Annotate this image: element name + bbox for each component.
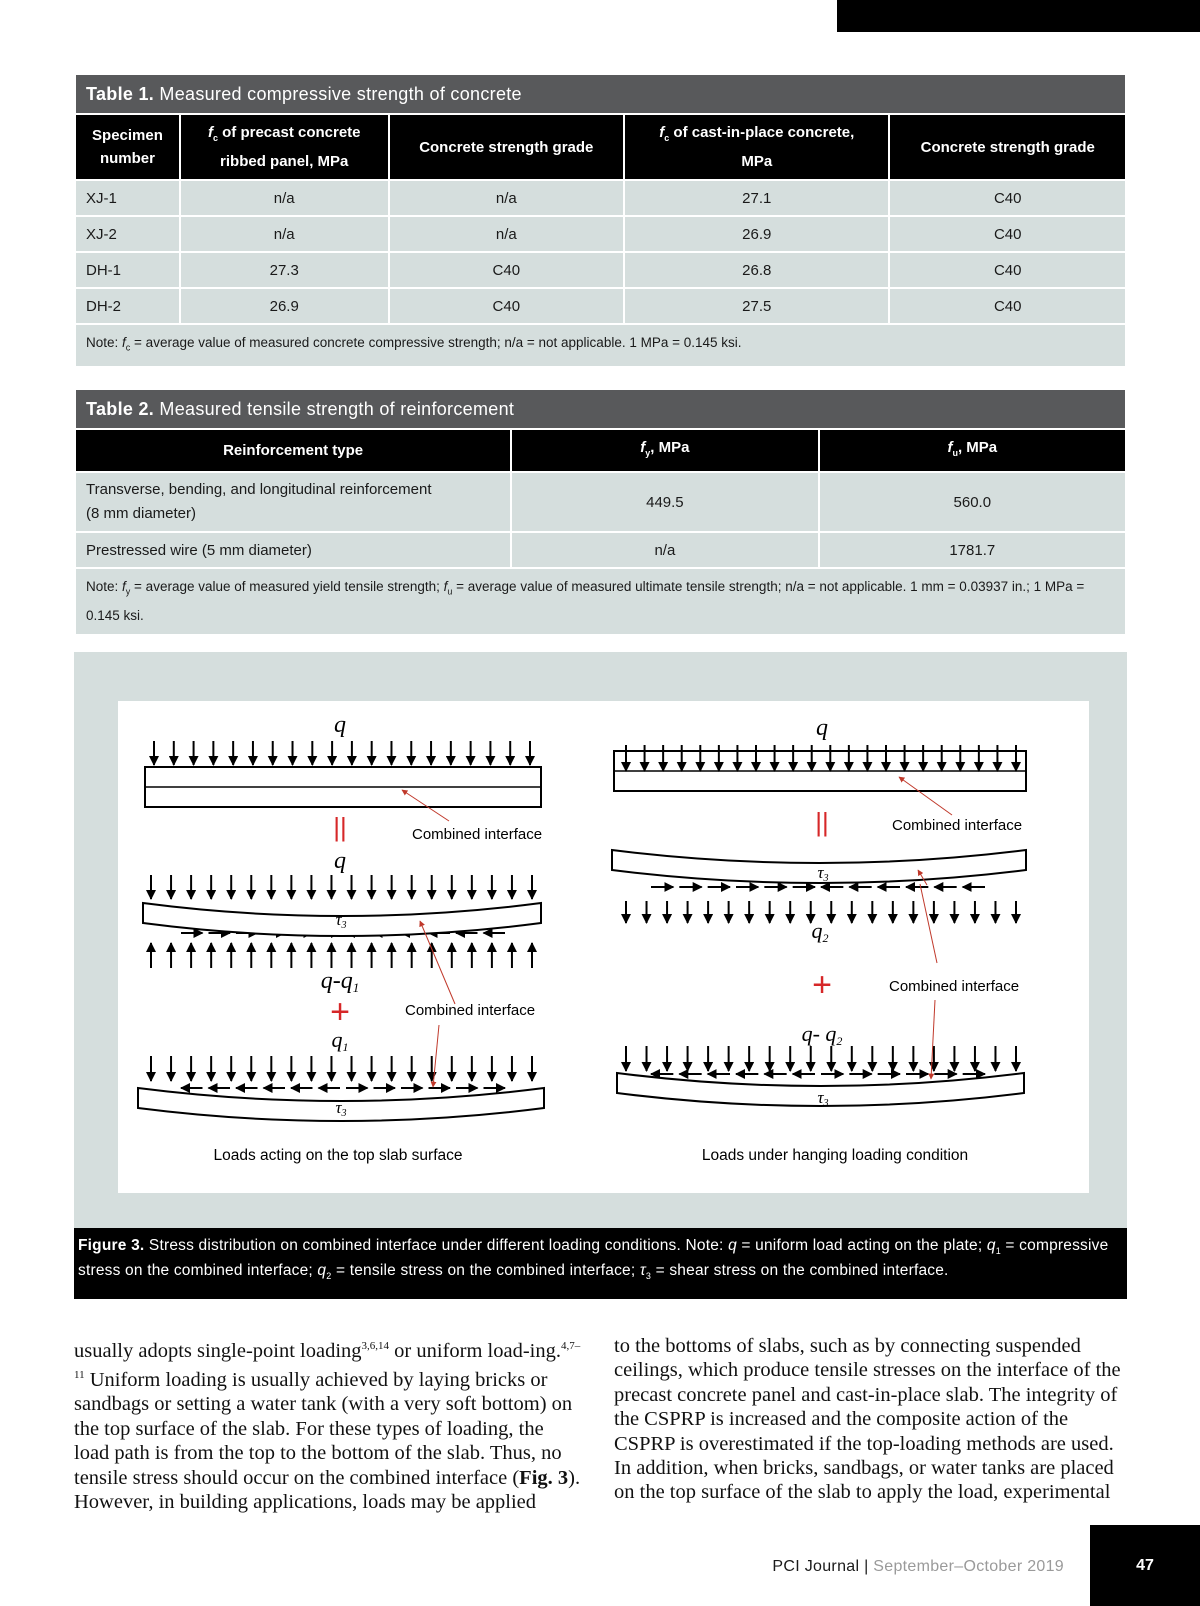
label-tau3: τ3 bbox=[817, 863, 829, 884]
pointer-line bbox=[920, 884, 937, 963]
th-fc-cip: $f_c$ of cast-in-place concrete, MPa bbox=[624, 114, 889, 180]
page-number: 47 bbox=[1090, 1525, 1200, 1606]
table-row: DH-1 27.3 C40 26.8 C40 bbox=[75, 252, 1126, 288]
label-tau3: τ3 bbox=[335, 1098, 347, 1119]
table-row: DH-2 26.9 C40 27.5 C40 bbox=[75, 288, 1126, 324]
th-fu: $f_u$, MPa bbox=[819, 429, 1126, 472]
body-text-left-column: usually adopts single-point loading$^{3,6,14}$ or uniform load-ing.$^{4,7-11}$ Uniform loading is usually achieved by laying bricks or sandbags or setting a water tank (with a very soft bottom) on the top surface of the slab. For these types of loading, the load path is from the top to the bottom of the slab. Thus, no tensile stress should occur on the combined interface (Fig. 3). However, in building applications, loads may be applied bbox=[74, 1339, 581, 1514]
label-q-mid-left: q bbox=[334, 848, 346, 874]
table-row: XJ-1 n/a n/a 27.1 C40 bbox=[75, 180, 1126, 216]
th-grade-precast: Concrete strength grade bbox=[389, 114, 625, 180]
label-combined-interface: Combined interface bbox=[889, 978, 1020, 995]
plus-sign-right: + bbox=[812, 966, 832, 1004]
label-q1: q1 bbox=[331, 1027, 349, 1054]
table-row: XJ-2 n/a n/a 26.9 C40 bbox=[75, 216, 1126, 252]
label-q-top-left: q bbox=[334, 712, 346, 738]
table-tensile-strength bbox=[74, 388, 1127, 636]
table1-note: Note: $f_c$ = average value of measured concrete compressive strength; n/a = not applicable. 1 MPa = 0.145 ksi. bbox=[75, 324, 1126, 367]
table-row: Transverse, bending, and longitudinal reinforcement (8 mm diameter) 449.5 560.0 bbox=[75, 472, 1126, 532]
equals-sign-right: || bbox=[815, 807, 829, 837]
body-text-right-column: to the bottoms of slabs, such as by connecting suspended ceilings, which produce tensile stresses on the interface of the precast concrete panel and cast-in-place slab. The integrity of the CSPRP is increased and the composite action of the CSPRP is overestimated if the top-loading methods are used. In addition, when bricks, sandbags, or water tanks are placed on the top surface of the slab to apply the load, experimental bbox=[614, 1335, 1121, 1504]
pointer-line bbox=[899, 777, 952, 815]
plus-sign-left: + bbox=[330, 993, 350, 1031]
label-q-top-right: q bbox=[816, 715, 828, 741]
footer-journal: PCI Journal | September–October 2019 bbox=[772, 1558, 1064, 1575]
label-q2: q2 bbox=[811, 918, 829, 945]
table-compressive-strength bbox=[74, 73, 1127, 368]
table2-note: Note: $f_y$ = average value of measured yield tensile strength; $f_u$ = average value of measured ultimate tensile strength; n/a = not applicable. 1 mm = 0.03937 in.; 1 MPa = 0.145 ksi. bbox=[75, 568, 1126, 635]
label-tau3: τ3 bbox=[335, 910, 347, 931]
figure3-caption: Figure 3. Stress distribution on combined interface under different loading conditions. Note: q = uniform load acting on the plate; $q_1$ = compressive stress on the combined interface; $q_2$ = tensile stress on the combined interface; $\tau_3$ = shear stress on the combined interface. bbox=[74, 1228, 1127, 1299]
th-reinforcement-type: Reinforcement type bbox=[75, 429, 511, 472]
caption-right: Loads under hanging loading condition bbox=[701, 1147, 969, 1164]
equals-sign-left: || bbox=[333, 812, 347, 842]
pointer-line bbox=[433, 1025, 439, 1087]
th-fc-precast: $f_c$ of precast concrete ribbed panel, MPa bbox=[180, 114, 389, 180]
label-q-minus-q2: q- q2 bbox=[801, 1021, 843, 1048]
table2-caption: Table 2. Measured tensile strength of reinforcement bbox=[75, 389, 1126, 429]
caption-left: Loads acting on the top slab surface bbox=[213, 1147, 463, 1164]
label-combined-interface: Combined interface bbox=[405, 1002, 536, 1019]
table-row: Prestressed wire (5 mm diameter) n/a 1781.7 bbox=[75, 532, 1126, 568]
th-specimen: Specimen number bbox=[75, 114, 180, 180]
label-q-minus-q1: q-q1 bbox=[320, 968, 360, 995]
th-fy: $f_y$, MPa bbox=[511, 429, 818, 472]
figure3-canvas bbox=[118, 701, 1089, 1193]
pointer-line bbox=[402, 790, 449, 821]
th-grade-cip: Concrete strength grade bbox=[889, 114, 1126, 180]
label-tau3: τ3 bbox=[817, 1088, 829, 1109]
label-combined-interface: Combined interface bbox=[412, 826, 543, 843]
table1-caption: Table 1. Measured compressive strength of concrete bbox=[75, 74, 1126, 114]
top-black-bar bbox=[837, 0, 1200, 32]
table1-header-row bbox=[75, 114, 1126, 180]
label-combined-interface: Combined interface bbox=[892, 817, 1023, 834]
figure3-diagram bbox=[118, 701, 1089, 1193]
table2-header-row bbox=[75, 429, 1126, 472]
